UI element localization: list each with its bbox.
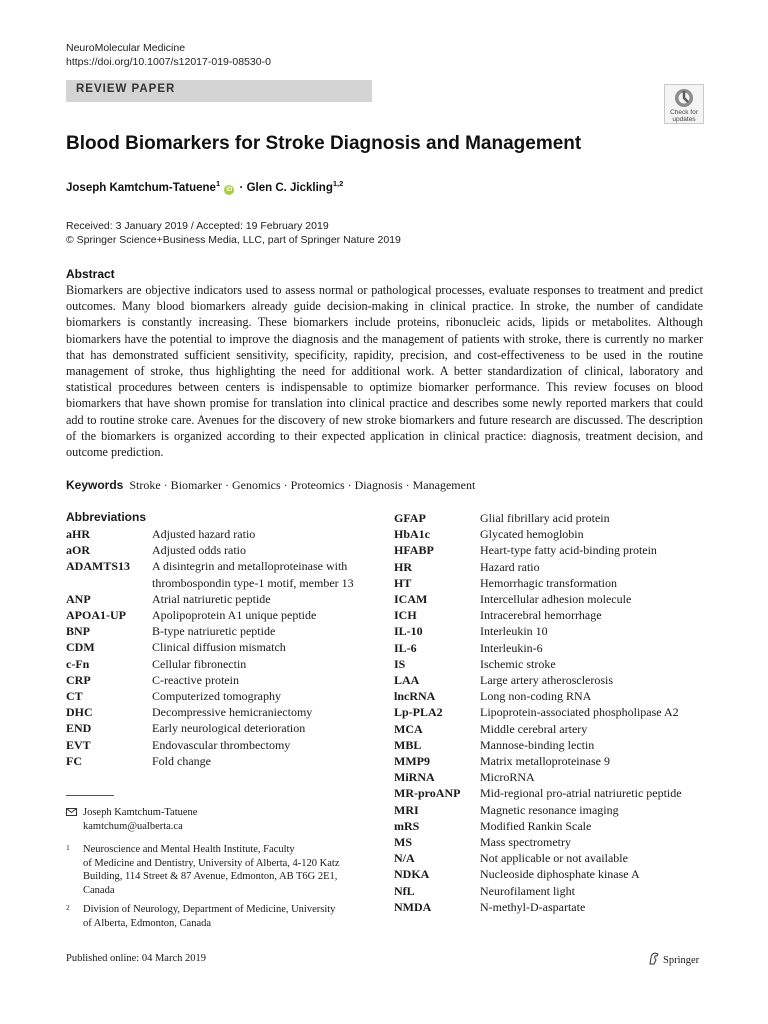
abbreviation-row bbox=[394, 704, 714, 720]
abbreviation-definition: Computerized tomography bbox=[152, 689, 281, 704]
abbreviation-row bbox=[66, 526, 386, 542]
abbreviation-definition: Magnetic resonance imaging bbox=[480, 802, 619, 817]
abbreviation-term: HFABP bbox=[394, 543, 434, 558]
abbreviation-row bbox=[394, 818, 714, 834]
keywords-heading: Keywords bbox=[66, 478, 124, 492]
abbreviation-term: HbA1c bbox=[394, 527, 430, 542]
abbreviation-row bbox=[66, 672, 386, 688]
abbreviation-term: MCA bbox=[394, 721, 423, 736]
publisher-name: Springer bbox=[663, 955, 700, 966]
journal-name: NeuroMolecular Medicine bbox=[66, 42, 186, 54]
affiliation-number: 1 bbox=[66, 843, 70, 852]
abbreviation-row bbox=[394, 656, 714, 672]
abbreviation-term: N/A bbox=[394, 851, 415, 866]
abbreviation-term: Lp-PLA2 bbox=[394, 705, 443, 720]
article-type-label: REVIEW PAPER bbox=[76, 83, 176, 95]
abbreviation-definition: Intercellular adhesion molecule bbox=[480, 592, 632, 607]
abbreviation-definition: MicroRNA bbox=[480, 770, 535, 785]
abbreviation-row bbox=[394, 721, 714, 737]
abstract-heading: Abstract bbox=[66, 267, 115, 281]
affiliation-number: 2 bbox=[66, 903, 70, 912]
abbreviation-row bbox=[394, 850, 714, 866]
check-for-updates-badge[interactable] bbox=[664, 84, 704, 124]
abbreviation-term: BNP bbox=[66, 624, 90, 639]
footnote-divider bbox=[66, 795, 114, 796]
abbreviation-row bbox=[394, 769, 714, 785]
abbreviation-definition: Modified Rankin Scale bbox=[480, 818, 592, 833]
journal-header bbox=[66, 41, 271, 69]
publisher-logo[interactable] bbox=[648, 952, 699, 966]
abbreviation-definition: Mannose-binding lectin bbox=[480, 737, 595, 752]
abbreviation-definition: Adjusted hazard ratio bbox=[152, 527, 256, 541]
check-updates-line2: updates bbox=[672, 116, 696, 123]
abbreviation-definition: Hazard ratio bbox=[480, 559, 540, 574]
abbreviation-row bbox=[394, 785, 714, 801]
abbreviation-row bbox=[66, 591, 386, 607]
abbreviation-definition: Fold change bbox=[152, 753, 211, 768]
keywords-line bbox=[66, 478, 475, 493]
abbreviation-definition: B-type natriuretic peptide bbox=[152, 624, 276, 639]
abbreviation-definition: Long non-coding RNA bbox=[480, 689, 592, 704]
affiliation-line: of Alberta, Edmonton, Canada bbox=[83, 917, 212, 929]
abbreviation-row bbox=[66, 704, 386, 720]
abbreviation-row bbox=[394, 591, 714, 607]
abbreviation-term: ANP bbox=[66, 591, 91, 606]
abbreviation-term: MMP9 bbox=[394, 754, 430, 769]
abbreviation-term: IS bbox=[394, 656, 406, 671]
keywords-text: Stroke · Biomarker · Genomics · Proteomics · Diagnosis · Management bbox=[129, 478, 476, 492]
abbreviation-row bbox=[66, 737, 386, 753]
abbreviation-definition: Intracerebral hemorrhage bbox=[480, 608, 602, 623]
abbreviation-term: APOA1-UP bbox=[66, 608, 126, 623]
abbreviation-term: HT bbox=[394, 575, 412, 590]
abbreviation-definition: thrombospondin type-1 motif, member 13 bbox=[152, 575, 354, 590]
abbreviation-term: c-Fn bbox=[66, 656, 90, 671]
abbreviation-term: MiRNA bbox=[394, 770, 435, 785]
author-separator: · bbox=[239, 181, 244, 194]
check-updates-icon bbox=[674, 88, 694, 108]
abbreviation-term bbox=[66, 575, 152, 591]
abbreviation-row bbox=[66, 623, 386, 639]
abbreviation-definition: Hemorrhagic transformation bbox=[480, 575, 617, 590]
abbreviation-row bbox=[66, 753, 386, 769]
abbreviation-term: ICH bbox=[394, 608, 417, 623]
springer-horse-icon bbox=[648, 952, 660, 965]
abbreviation-row bbox=[66, 575, 386, 591]
abbreviation-row bbox=[394, 834, 714, 850]
abbreviation-definition: Cellular fibronectin bbox=[152, 656, 247, 671]
abbreviation-term: aOR bbox=[66, 543, 90, 558]
abbreviation-definition: Glycated hemoglobin bbox=[480, 527, 584, 542]
abbreviation-row bbox=[394, 623, 714, 639]
abbreviation-term: DHC bbox=[66, 705, 93, 720]
abbreviation-term: NfL bbox=[394, 883, 415, 898]
abbreviation-row bbox=[66, 656, 386, 672]
affiliation-line: Division of Neurology, Department of Medicine, University bbox=[83, 904, 336, 915]
abbreviation-definition: N-methyl-D-aspartate bbox=[480, 899, 586, 914]
abbreviation-definition: Glial fibrillary acid protein bbox=[480, 511, 610, 525]
abbreviation-term: mRS bbox=[394, 818, 420, 833]
abbreviation-row bbox=[394, 575, 714, 591]
article-type-bar bbox=[66, 80, 372, 102]
abbreviation-term: CDM bbox=[66, 640, 95, 655]
abbreviation-definition: C-reactive protein bbox=[152, 672, 239, 687]
abbreviation-term: CT bbox=[66, 689, 83, 704]
affiliation-line: of Medicine and Dentistry, University of Alberta, 4-120 Katz bbox=[83, 857, 340, 869]
affiliation-line: Building, 114 Street & 87 Avenue, Edmonton, AB T6G 2E1, bbox=[83, 871, 338, 882]
abbreviation-term: NDKA bbox=[394, 867, 430, 882]
abbreviation-row bbox=[394, 737, 714, 753]
abbreviation-term: MS bbox=[394, 835, 412, 850]
abbreviation-definition: Clinical diffusion mismatch bbox=[152, 640, 286, 655]
abbreviation-term: CRP bbox=[66, 672, 91, 687]
abbreviation-definition: Interleukin-6 bbox=[480, 640, 543, 655]
article-dates bbox=[66, 219, 401, 247]
abbreviation-term: END bbox=[66, 721, 92, 736]
author-list bbox=[66, 179, 343, 195]
abbreviation-definition: Decompressive hemicraniectomy bbox=[152, 705, 313, 720]
abbreviation-term: NMDA bbox=[394, 899, 432, 914]
affiliation-line: Neuroscience and Mental Health Institute, Faculty bbox=[83, 844, 295, 855]
abstract-text: Biomarkers are objective indicators used to assess normal or pathological processes, evaluate responses to treatment and predict outcomes. Many blood biomarkers already guide decision-making in clinical practice. In stroke, the number of candidate biomarkers is constantly increasing. These biomarkers include proteins, ribonucleic acids, lipids or metabolites. Although biomarkers have the potential to improve the diagnosis and the management of patients with stroke, there is currently no marker that has demonstrated sufficient sensitivity, specificity, rapidity, precision, and cost-effectiveness to be used in the routine management of stroke, thus highlighting the need for additional work. A better standardization of clinical, laboratory and statistical procedures between centers is indispensable to optimize biomarker performance. This review focuses on blood biomarkers that have shown promise for translation into clinical practice and describes some newly reported markers that could add to routine stroke care. Avenues for the discovery of new stroke biomarkers and future research are discussed. The description of the biomarkers is organized according to their expected application in clinical practice: diagnosis, treatment decision, and outcome prediction. bbox=[66, 283, 703, 460]
abbreviation-row bbox=[66, 688, 386, 704]
doi-link[interactable]: https://doi.org/10.1007/s12017-019-08530-0 bbox=[66, 56, 271, 68]
abbreviation-definition: Atrial natriuretic peptide bbox=[152, 591, 271, 606]
author-2-affiliation: 1,2 bbox=[332, 179, 344, 188]
abbreviation-definition: Mass spectrometry bbox=[480, 835, 571, 850]
abbreviation-definition: Early neurological deterioration bbox=[152, 721, 306, 736]
affiliation-2 bbox=[66, 903, 335, 930]
affiliation-line: Canada bbox=[83, 884, 115, 896]
affiliation-1 bbox=[66, 843, 340, 897]
abbreviation-definition: Interleukin 10 bbox=[480, 624, 548, 639]
abbreviation-row bbox=[394, 542, 714, 558]
abbreviation-row bbox=[394, 866, 714, 882]
abbreviation-term: EVT bbox=[66, 737, 91, 752]
abbreviation-row bbox=[394, 526, 714, 542]
abbreviation-definition: Ischemic stroke bbox=[480, 656, 556, 671]
check-updates-line1: Check for bbox=[670, 109, 698, 116]
abbreviation-term: MBL bbox=[394, 737, 422, 752]
abbreviation-definition: Large artery atherosclerosis bbox=[480, 673, 614, 688]
abbreviation-definition: A disintegrin and metalloproteinase with bbox=[152, 559, 348, 574]
published-online: Published online: 04 March 2019 bbox=[66, 953, 206, 964]
abbreviation-row bbox=[66, 542, 386, 558]
abbreviation-definition: Neurofilament light bbox=[480, 883, 575, 898]
abbreviation-definition: Heart-type fatty acid-binding protein bbox=[480, 543, 657, 558]
abbreviation-row bbox=[394, 899, 714, 915]
author-2[interactable]: Glen C. Jickling bbox=[246, 181, 333, 194]
abbreviation-definition: Nucleoside diphosphate kinase A bbox=[480, 867, 640, 882]
abbreviation-definition: Adjusted odds ratio bbox=[152, 543, 246, 558]
author-1-affiliation: 1 bbox=[215, 179, 221, 188]
author-1[interactable]: Joseph Kamtchum-Tatuene bbox=[66, 181, 216, 194]
abbreviation-row bbox=[394, 607, 714, 623]
abbreviation-row bbox=[394, 883, 714, 899]
abbreviation-term: IL-6 bbox=[394, 640, 417, 655]
abbreviation-definition: Middle cerebral artery bbox=[480, 721, 588, 736]
abbreviation-definition: Matrix metalloproteinase 9 bbox=[480, 754, 610, 769]
abbreviation-term: HR bbox=[394, 559, 412, 574]
correspondence bbox=[66, 806, 197, 833]
abbreviations-left-column bbox=[66, 526, 386, 769]
abbreviations-right-column bbox=[394, 510, 714, 915]
orcid-icon[interactable]: iD bbox=[226, 186, 233, 193]
corresponding-author-email[interactable]: kamtchum@ualberta.ca bbox=[83, 820, 183, 832]
abbreviation-row bbox=[66, 720, 386, 736]
abbreviation-row bbox=[394, 559, 714, 575]
corresponding-author-name: Joseph Kamtchum-Tatuene bbox=[83, 807, 198, 818]
abbreviation-term: ICAM bbox=[394, 592, 428, 607]
abbreviation-definition: Endovascular thrombectomy bbox=[152, 737, 291, 752]
abbreviation-definition: Mid-regional pro-atrial natriuretic peptide bbox=[480, 786, 682, 801]
abbreviation-term: LAA bbox=[394, 673, 420, 688]
abbreviation-row bbox=[394, 753, 714, 769]
abbreviation-term: lncRNA bbox=[394, 689, 436, 704]
abbreviation-term: aHR bbox=[66, 527, 90, 541]
abbreviation-term: GFAP bbox=[394, 511, 426, 525]
abbreviation-definition: Lipoprotein-associated phospholipase A2 bbox=[480, 705, 679, 720]
abbreviation-row bbox=[66, 558, 386, 574]
abbreviation-row bbox=[394, 688, 714, 704]
abbreviation-row bbox=[394, 640, 714, 656]
abbreviation-row bbox=[394, 672, 714, 688]
abbreviations-heading: Abbreviations bbox=[66, 510, 147, 524]
abbreviation-term: IL-10 bbox=[394, 624, 423, 639]
abbreviation-row bbox=[66, 607, 386, 623]
copyright-line: © Springer Science+Business Media, LLC, part of Springer Nature 2019 bbox=[66, 234, 401, 246]
article-title: Blood Biomarkers for Stroke Diagnosis and Management bbox=[66, 133, 582, 154]
abbreviation-row bbox=[394, 802, 714, 818]
abbreviation-term: MRI bbox=[394, 802, 419, 817]
abbreviation-row bbox=[66, 639, 386, 655]
received-accepted-dates: Received: 3 January 2019 / Accepted: 19 February 2019 bbox=[66, 220, 329, 232]
abbreviation-definition: Apolipoprotein A1 unique peptide bbox=[152, 608, 317, 623]
abbreviation-term: ADAMTS13 bbox=[66, 559, 131, 574]
abbreviation-term: FC bbox=[66, 753, 82, 768]
abbreviation-definition: Not applicable or not available bbox=[480, 851, 628, 866]
abbreviation-row bbox=[394, 510, 714, 526]
abbreviation-term: MR-proANP bbox=[394, 786, 461, 801]
mail-icon bbox=[66, 808, 77, 816]
